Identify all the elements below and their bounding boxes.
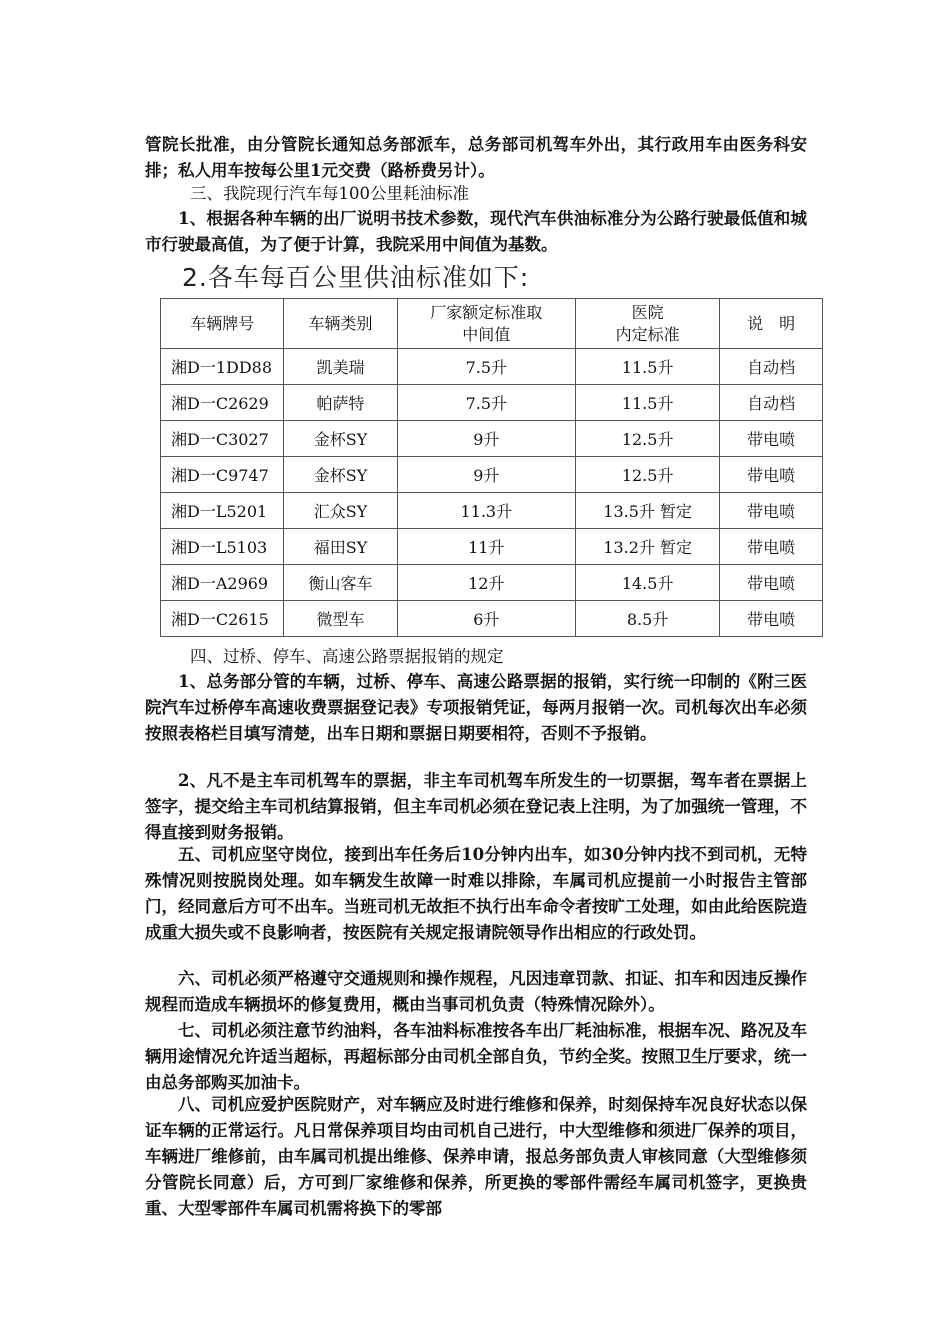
cell-note: 带电喷 (720, 457, 823, 493)
table-row (161, 601, 823, 637)
cell-plate: 湘D一C2615 (161, 601, 284, 637)
cell-plate: 湘D一L5103 (161, 529, 284, 565)
cell-plate: 湘D一C9747 (161, 457, 284, 493)
paragraph-8: 八、司机应爱护医院财产，对车辆应及时进行维修和保养，时刻保持车况良好状态以保证车辆的正常运行。凡日常保养项目均由司机自己进行，中大型维修和须进厂保养的项目，车辆进厂维修前，由车属司机提出维修、保养申请，报总务部负责人审核同意（大型维修须分管院长同意）后，方可到厂家维修和保养，所更换的零部件需经车属司机签字，更换贵重、大型零部件车属司机需将换下的零部 (145, 1095, 807, 1218)
cell-type: 衡山客车 (284, 565, 397, 601)
cell-hospital: 11.5升 (576, 385, 720, 421)
table-body (161, 349, 823, 637)
cell-note: 带电喷 (720, 493, 823, 529)
cell-type: 金杯SY (284, 457, 397, 493)
cell-plate: 湘D一C3027 (161, 421, 284, 457)
cell-hospital: 13.2升 暂定 (576, 529, 720, 565)
col-header-type: 车辆类别 (284, 299, 397, 349)
cell-note: 带电喷 (720, 421, 823, 457)
cell-factory: 7.5升 (397, 385, 575, 421)
section-4-title: 四、过桥、停车、高速公路票据报销的规定 (190, 647, 504, 666)
cell-factory: 11.3升 (397, 493, 575, 529)
col-header-note: 说 明 (720, 299, 823, 349)
cell-factory: 7.5升 (397, 349, 575, 385)
cell-factory: 11升 (397, 529, 575, 565)
paragraph-7: 七、司机必须注意节约油料，各车油料标准按各车出厂耗油标准，根据车况、路况及车辆用途情况允许适当超标，再超标部分由司机全部自负，节约全奖。按照卫生厅要求，统一由总务部购买加油卡。 (145, 1021, 807, 1092)
cell-hospital: 12.5升 (576, 457, 720, 493)
cell-note: 带电喷 (720, 565, 823, 601)
col-header-factory-line2: 中间值 (462, 324, 511, 344)
cell-factory: 12升 (397, 565, 575, 601)
cell-hospital: 8.5升 (576, 601, 720, 637)
col-header-hospital (576, 299, 720, 349)
table-row (161, 349, 823, 385)
table-row (161, 457, 823, 493)
cell-hospital: 12.5升 (576, 421, 720, 457)
table-row (161, 385, 823, 421)
cell-factory: 9升 (397, 421, 575, 457)
cell-type: 凯美瑞 (284, 349, 397, 385)
col-header-factory (397, 299, 575, 349)
paragraph-4-2: 2、凡不是主车司机驾车的票据，非主车司机驾车所发生的一切票据，驾车者在票据上签字，提交给主车司机结算报销，但主车司机必须在登记表上注明，为了加强统一管理，不得直接到财务报销。 (145, 771, 807, 842)
table-row (161, 493, 823, 529)
col-header-plate: 车辆牌号 (161, 299, 284, 349)
cell-factory: 6升 (397, 601, 575, 637)
paragraph-5: 五、司机应坚守岗位，接到出车任务后10分钟内出车，如30分钟内找不到司机，无特殊情况则按脱岗处理。如车辆发生故障一时难以排除，车属司机应提前一小时报告主管部门，经同意后方可不出车。当班司机无故拒不执行出车命令者按旷工处理，如由此给医院造成重大损失或不良影响者，按医院有关规定报请院领导作出相应的行政处罚。 (145, 845, 807, 942)
section-3-2-heading: 2.各车每百公里供油标准如下: (182, 263, 530, 292)
cell-note: 自动档 (720, 385, 823, 421)
cell-hospital: 11.5升 (576, 349, 720, 385)
cell-plate: 湘D一L5201 (161, 493, 284, 529)
col-header-hospital-line1: 医院 (631, 302, 664, 322)
cell-type: 帕萨特 (284, 385, 397, 421)
paragraph-3-1: 1、根据各种车辆的出厂说明书技术参数，现代汽车供油标准分为公路行驶最低值和城市行驶最高值，为了便于计算，我院采用中间值为基数。 (145, 209, 807, 254)
table-header-row (161, 299, 823, 349)
table-row (161, 421, 823, 457)
col-header-hospital-line2: 内定标准 (615, 324, 680, 344)
cell-type: 汇众SY (284, 493, 397, 529)
table-row (161, 565, 823, 601)
cell-hospital: 13.5升 暂定 (576, 493, 720, 529)
cell-factory: 9升 (397, 457, 575, 493)
cell-plate: 湘D一A2969 (161, 565, 284, 601)
cell-type: 微型车 (284, 601, 397, 637)
cell-note: 自动档 (720, 349, 823, 385)
paragraph-6: 六、司机必须严格遵守交通规则和操作规程，凡因违章罚款、扣证、扣车和因违反操作规程而造成车辆损坏的修复费用，概由当事司机负责（特殊情况除外）。 (145, 969, 807, 1014)
paragraph-vehicle-dispatch: 管院长批准，由分管院长通知总务部派车，总务部司机驾车外出，其行政用车由医务科安排；私人用车按每公里1元交费（路桥费另计）。 (145, 135, 807, 180)
fuel-standard-table (160, 298, 823, 637)
table-row (161, 529, 823, 565)
cell-note: 带电喷 (720, 529, 823, 565)
cell-plate: 湘D一1DD88 (161, 349, 284, 385)
section-3-title: 三、我院现行汽车每100公里耗油标准 (190, 184, 469, 203)
cell-hospital: 14.5升 (576, 565, 720, 601)
cell-type: 金杯SY (284, 421, 397, 457)
paragraph-4-1: 1、总务部分管的车辆，过桥、停车、高速公路票据的报销，实行统一印制的《附三医院汽车过桥停车高速收费票据登记表》专项报销凭证，每两月报销一次。司机每次出车必须按照表格栏目填写清楚，出车日期和票据日期要相符，否则不予报销。 (145, 672, 807, 743)
cell-plate: 湘D一C2629 (161, 385, 284, 421)
cell-note: 带电喷 (720, 601, 823, 637)
col-header-factory-line1: 厂家额定标准取 (430, 302, 543, 322)
cell-type: 福田SY (284, 529, 397, 565)
